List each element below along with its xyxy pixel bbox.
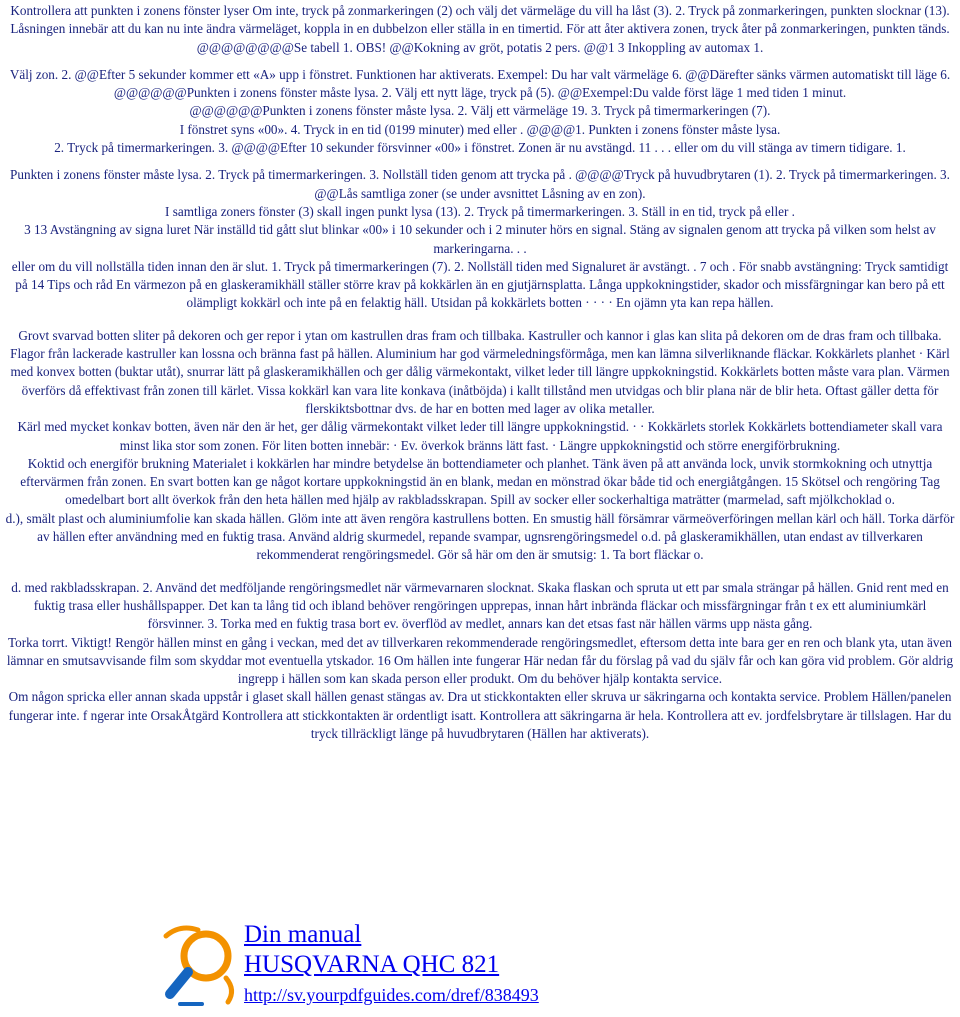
paragraph-energy-care: Koktid och energiför brukning Materialet i kokkärlen har mindre betydelse än bottendiameter och planhet. Tänk även på att använda lock, unvik stormkokning och utnyttja eftervärmen från zonen. En svart botten kan ge något kortare uppkokningstid än en blank, medan en mönstrad ökar både tid och energiåtgången. 15 Skötsel och rengöring Tag omedelbart bort allt överkok från den heta hällen med hjälp av rakbladsskrapan. Spill av socker eller sockerhaltiga maträtter (marmelad, saft mjölkchoklad o. bbox=[20, 455, 940, 508]
spacer bbox=[4, 565, 956, 579]
product-link[interactable]: HUSQVARNA QHC 821 bbox=[244, 951, 500, 978]
paragraph-lock-zone: Kontrollera att punkten i zonens fönster lyser Om inte, tryck på zonmarkeringen (2) och välj det värmeläge du vill ha låst (3). 2. Tryck på zonmarkeringen, punkten slocknar (13). Låsningen innebär att du kan nu inte ändra värmeläget, koppla in en dubbelzon eller ställa in en timertid. För att åter aktivera zonen, tryck åter på zonmarkeringen, punkten tänds. @@@@@@@@Se tabell 1. OBS! @@Kokning av gröt, potatis 2 pers. @@1 3 Inkoppling av automax 1. bbox=[10, 3, 950, 55]
paragraph-cleaning: d.), smält plast och aluminiumfolie kan skada hällen. Glöm inte att även rengöra kastrullens botten. En smustig häll försämrar värmeöverföringen mellan kärl och häll. Torka därför av hällen efter användning med en fuktig trasa. Använd aldrig skurmedel, repande svampar, ugnsrengöringsmedel o.d. på glaskeramikhällen, utan endast av tillverkaren rekommenderat rengöringsmedel. Gör så här om den är smutsig: 1. Ta bort fläckar o. bbox=[5, 510, 955, 563]
paragraph-cleaning-steps: d. med rakbladsskrapan. 2. Använd det medföljande rengöringsmedlet när värmevarnaren slocknat. Skaka flaskan och spruta ut ett par smala strängar på hällen. Gnid rent med en fuktig trasa eller hushållspapper. Det kan ta lång tid och ibland behöver rengöringen upprepas, innan hårt inbrända fläckar och missfärgningar från t ex ett aluminiumkärl försvinner. 3. Torka med en fuktig trasa bort ev. överflöd av medlet, annars kan det etsas fast när hällen värms upp nästa gång. bbox=[11, 579, 949, 632]
paragraph-tips: eller om du vill nollställa tiden innan den är slut. 1. Tryck på timermarkeringen (7). 2. Nollställ tiden med Signaluret är avstängt. . 7 och . För snabb avstängning: Tryck samtidigt på 14 Tips och råd En värmezon på en glaskeramikhäll ställer större krav på kokkärlen än en gjutjärnsplatta. Långa uppkokningstider, skador och missfärgningar kan bero på ett olämpligt kokkärl och inte på en felaktig häll. Utsidan på kokkärlets botten · · · · En ojämn yta kan repa hällen. bbox=[11, 258, 949, 311]
spacer bbox=[4, 57, 956, 66]
paragraph-cookware-size: Kärl med mycket konkav botten, även när den är het, ger dålig värmekontakt vilket leder till längre uppkokningstid. · · Kokkärlets storlek Kokkärlets bottendiameter skall vara minst lika stor som zonen. För liten botten innebär: · Ev. överkok bränns lätt fast. · Längre uppkokningstid och större energiförbrukning. bbox=[17, 419, 943, 453]
spacer bbox=[4, 313, 956, 327]
manual-footer bbox=[158, 916, 618, 1012]
paragraph-automax: Välj zon. 2. @@Efter 5 sekunder kommer ett «A» upp i fönstret. Funktionen har aktiverats. Exempel: Du har valt värmeläge 6. @@Därefter sänks värmen automatiskt till läge 6. @@@@@@Punkten i zonens fönster måste lysa. 2. Välj ett nytt läge, tryck på (5). @@Exempel:Du valde först läge 1 med tiden 1 minut. bbox=[9, 66, 951, 101]
paragraph-timer-reset: Punkten i zonens fönster måste lysa. 2. Tryck på timermarkeringen. 3. Nollställ tiden genom att trycka på . @@@@Tryck på huvudbrytaren (1). 2. Tryck på timermarkeringen. 3. @@Lås samtliga zoner (se under avsnittet Låsning av en zon). bbox=[10, 167, 950, 201]
paragraph-timer-input: I fönstret syns «00». 4. Tryck in en tid (0199 minuter) med eller . @@@@1. Punkten i zonens fönster måste lysa. bbox=[179, 121, 781, 137]
paragraph-timer-off: 2. Tryck på timermarkeringen. 3. @@@@Efter 10 sekunder försvinner «00» i fönstret. Zonen är nu avstängd. 11 . . . eller om du vill stänga av timern tidigare. 1. bbox=[54, 140, 906, 156]
footer-links bbox=[244, 920, 539, 1008]
pdfguides-logo-icon bbox=[158, 920, 242, 1008]
paragraph-alarm-off: 3 13 Avstängning av signa luret När inställd tid gått slut blinkar «00» i 10 sekunder och i 2 minuter hörs en signal. Stäng av signalen genom att trycka på vilken som helst av markeringarna. . . bbox=[24, 222, 936, 256]
paragraph-troubleshooting: Om någon spricka eller annan skada uppstår i glaset skall hällen genast stängas av. Dra ut stickkontakten eller skruva ur säkringarna och kontakta service. Problem Hällen/panelen fungerar inte. f ngerar inte OrsakÅtgärd Kontrollera att stickkontakten är ordentligt isatt. Kontrollera att säkringarna är hela. Kontrollera att ev. jordfelsbrytare är tillslagen. Har du tryck tillräckligt länge på huvudbrytaren (Hällen har aktiverats). bbox=[8, 689, 952, 741]
url-link[interactable]: http://sv.yourpdfguides.com/dref/838493 bbox=[244, 985, 539, 1005]
paragraph-timer-select: @@@@@@Punkten i zonens fönster måste lysa. 2. Välj ett värmeläge 19. 3. Tryck på timermarkeringen (7). bbox=[189, 103, 771, 119]
paragraph-maintenance: Torka torrt. Viktigt! Rengör hällen minst en gång i veckan, med det av tillverkaren rekommenderade rengöringsmedlet, eftersom detta inte bara ger en ren och blank yta, utan även lämnar en smutsavvisande film som skyddar mot eventuella ytskador. 16 Om hällen inte fungerar Här nedan får du förslag på vad du själv får och kan göra vid problem. Gör aldrig ingrepp i hällen som kan skada person eller produkt. Om du behöver hjälp kontakta service. bbox=[6, 634, 954, 687]
paragraph-alarm-setup: I samtliga zoners fönster (3) skall ingen punkt lysa (13). 2. Tryck på timermarkeringen. 3. Ställ in en tid, tryck på eller . bbox=[165, 203, 795, 219]
paragraph-cookware-bottom: Grovt svarvad botten sliter på dekoren och ger repor i ytan om kastrullen dras fram och tillbaka. Kastruller och kannor i glas kan slita på dekoren om de dras fram och tillbaka. Flagor från lackerade kastruller kan lossna och bränna fast på hällen. Aluminium har god värmeledningsförmåga, men kan lämna silverliknande fläckar. Kokkärlets planhet · Kärl med konvex botten (buktar utåt), snurrar lätt på glaskeramikhällen och ger dålig värmekontakt, vilket leder till längre uppkokningstid. Kokkärlets botten måste vara plan. Värmen överförs då effektivast från zonen till kärlet. Vissa kokkärl kan vara lite konkava (inåtböjda) i kallt tillstånd men utvidgas och blir plana när de blir heta. Oftast gäller detta för flerskiktsbottnar dvs. de har en botten med lager av olika metaller. bbox=[10, 327, 950, 416]
spacer bbox=[4, 157, 956, 166]
manual-link[interactable]: Din manual bbox=[244, 921, 362, 948]
